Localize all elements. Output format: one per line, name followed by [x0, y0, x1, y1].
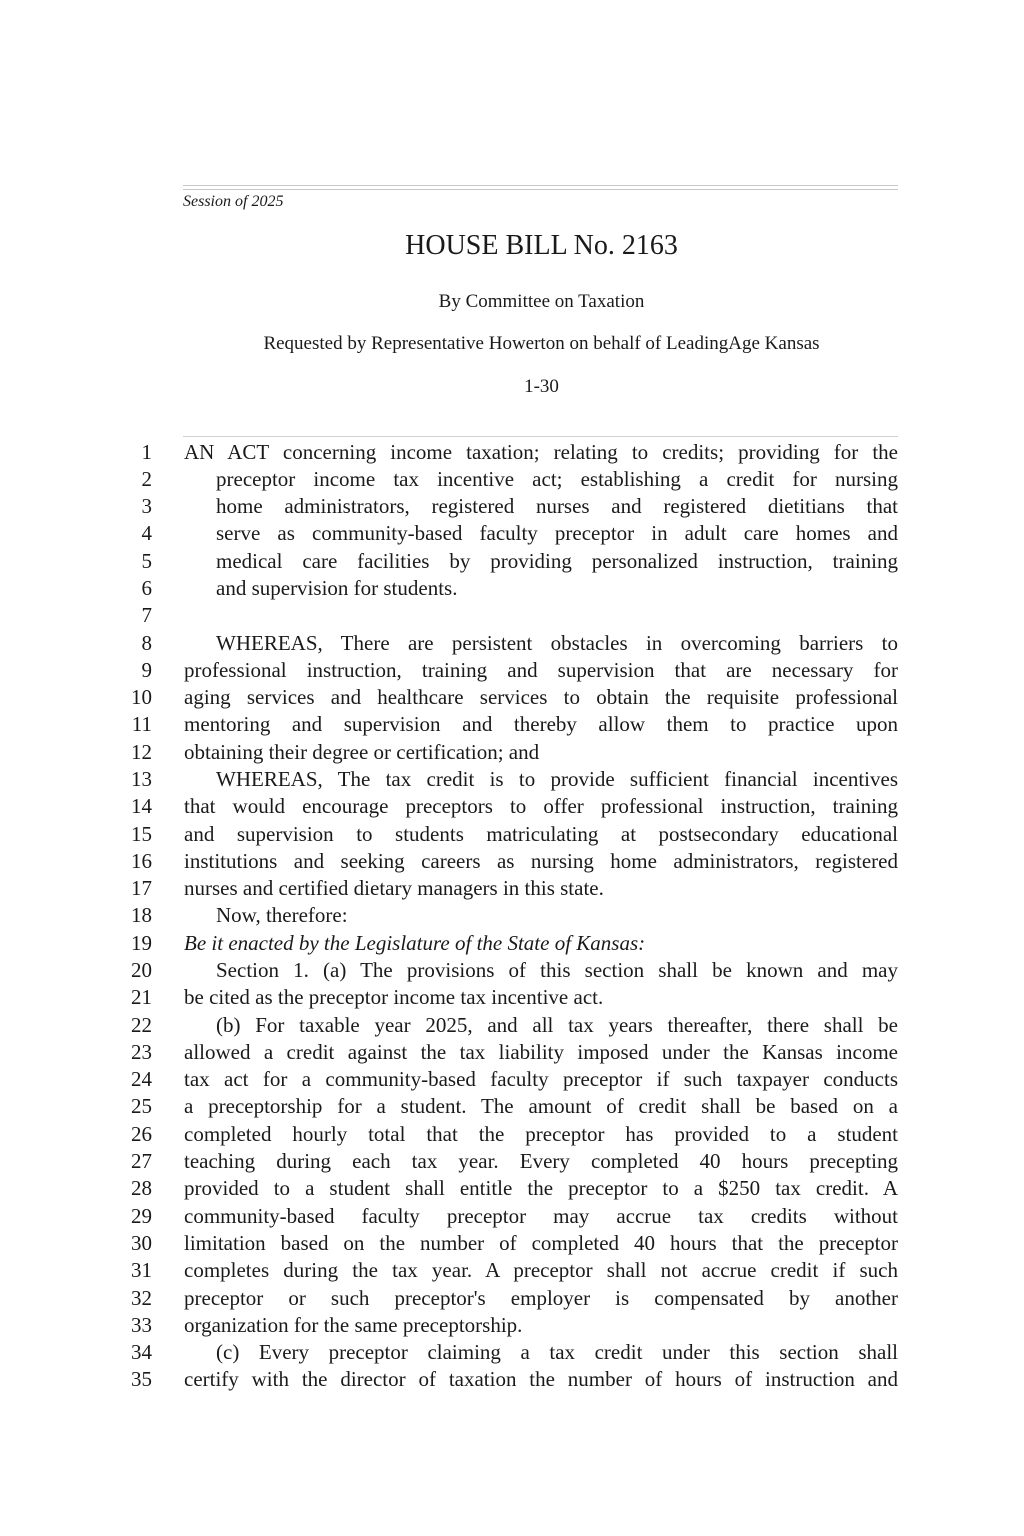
committee-line: By Committee on Taxation	[438, 291, 645, 312]
bill-text-line: allowed a credit against the tax liability imposed under the Kansas income	[184, 1040, 898, 1064]
bill-text-line: and supervision for students.	[216, 576, 458, 600]
line-number: 6	[141, 576, 152, 600]
bill-text-line: mentoring and supervision and thereby allow them to practice upon	[184, 712, 898, 736]
bill-text-line: aging services and healthcare services to obtain the requisite professional	[184, 685, 898, 709]
bill-text-line: community-based faculty preceptor may accrue tax credits without	[184, 1204, 898, 1228]
line-number: 30	[131, 1231, 152, 1255]
header-rule-top	[183, 185, 898, 186]
bill-text-line: and supervision to students matriculating at postsecondary educational	[184, 822, 898, 846]
line-number: 35	[131, 1367, 152, 1391]
bill-text-line: completes during the tax year. A preceptor shall not accrue credit if such	[184, 1258, 898, 1282]
bill-text-line: serve as community-based faculty preceptor in adult care homes and	[216, 521, 898, 545]
bill-text-line: WHEREAS, There are persistent obstacles in overcoming barriers to	[216, 631, 898, 655]
line-number: 33	[131, 1313, 152, 1337]
header-rule-bottom	[183, 189, 898, 190]
requested-line: Requested by Representative Howerton on behalf of LeadingAge Kansas	[263, 333, 820, 354]
bill-text-line: institutions and seeking careers as nursing home administrators, registered	[184, 849, 898, 873]
line-number: 27	[131, 1149, 152, 1173]
line-number: 13	[131, 767, 152, 791]
bill-text-line: a preceptorship for a student. The amount of credit shall be based on a	[184, 1094, 898, 1118]
line-number: 12	[131, 740, 152, 764]
bill-text-line: organization for the same preceptorship.	[184, 1313, 523, 1337]
bill-text-line: tax act for a community-based faculty preceptor if such taxpayer conducts	[184, 1067, 898, 1091]
bill-text-line: Now, therefore:	[216, 903, 348, 927]
bill-text-line: Section 1. (a) The provisions of this section shall be known and may	[216, 958, 898, 982]
bill-text-line: limitation based on the number of completed 40 hours that the preceptor	[184, 1231, 898, 1255]
line-number: 19	[131, 931, 152, 955]
line-number: 18	[131, 903, 152, 927]
line-number: 8	[141, 631, 152, 655]
line-number: 21	[131, 985, 152, 1009]
bill-text-line: (c) Every preceptor claiming a tax credit under this section shall	[216, 1340, 898, 1364]
bill-text-line: completed hourly total that the preceptor has provided to a student	[184, 1122, 898, 1146]
line-number: 7	[141, 603, 152, 627]
line-number: 34	[131, 1340, 152, 1364]
line-number: 25	[131, 1094, 152, 1118]
introduced-date: 1-30	[524, 376, 559, 397]
bill-text-line: teaching during each tax year. Every completed 40 hours precepting	[184, 1149, 898, 1173]
line-number: 24	[131, 1067, 152, 1091]
bill-text-line: that would encourage preceptors to offer professional instruction, training	[184, 794, 898, 818]
bill-text-line: preceptor income tax incentive act; establishing a credit for nursing	[216, 467, 898, 491]
line-number: 14	[131, 794, 152, 818]
line-number: 22	[131, 1013, 152, 1037]
session-label: Session of 2025	[183, 193, 284, 210]
bill-text-line: medical care facilities by providing personalized instruction, training	[216, 549, 898, 573]
line-number: 2	[141, 467, 152, 491]
bill-text-line: provided to a student shall entitle the preceptor to a $250 tax credit. A	[184, 1176, 898, 1200]
line-number: 3	[141, 494, 152, 518]
line-number: 28	[131, 1176, 152, 1200]
line-number: 9	[141, 658, 152, 682]
line-number: 32	[131, 1286, 152, 1310]
enacting-clause: Be it enacted by the Legislature of the State of Kansas:	[184, 931, 646, 955]
bill-text-line: (b) For taxable year 2025, and all tax years thereafter, there shall be	[216, 1013, 898, 1037]
line-number: 31	[131, 1258, 152, 1282]
bill-title: HOUSE BILL No. 2163	[405, 230, 678, 261]
bill-text-line: WHEREAS, The tax credit is to provide sufficient financial incentives	[216, 767, 898, 791]
line-number: 1	[141, 440, 152, 464]
line-number: 26	[131, 1122, 152, 1146]
bill-text-line: obtaining their degree or certification; and	[184, 740, 540, 764]
line-number: 15	[131, 822, 152, 846]
bill-text-line: be cited as the preceptor income tax incentive act.	[184, 985, 604, 1009]
body-rule	[183, 436, 898, 437]
line-number: 23	[131, 1040, 152, 1064]
line-number: 20	[131, 958, 152, 982]
bill-text-line: home administrators, registered nurses and registered dietitians that	[216, 494, 898, 518]
bill-text-line: certify with the director of taxation the number of hours of instruction and	[184, 1367, 898, 1391]
line-number: 17	[131, 876, 152, 900]
line-number: 11	[131, 712, 152, 736]
line-number: 10	[131, 685, 152, 709]
bill-text-line: preceptor or such preceptor's employer is compensated by another	[184, 1286, 898, 1310]
line-number: 29	[131, 1204, 152, 1228]
bill-text-line: nurses and certified dietary managers in this state.	[184, 876, 604, 900]
line-number: 16	[131, 849, 152, 873]
bill-text-line: professional instruction, training and supervision that are necessary for	[184, 658, 898, 682]
bill-text-line: AN ACT concerning income taxation; relating to credits; providing for the	[184, 440, 898, 464]
line-number: 5	[141, 549, 152, 573]
line-number: 4	[141, 521, 152, 545]
